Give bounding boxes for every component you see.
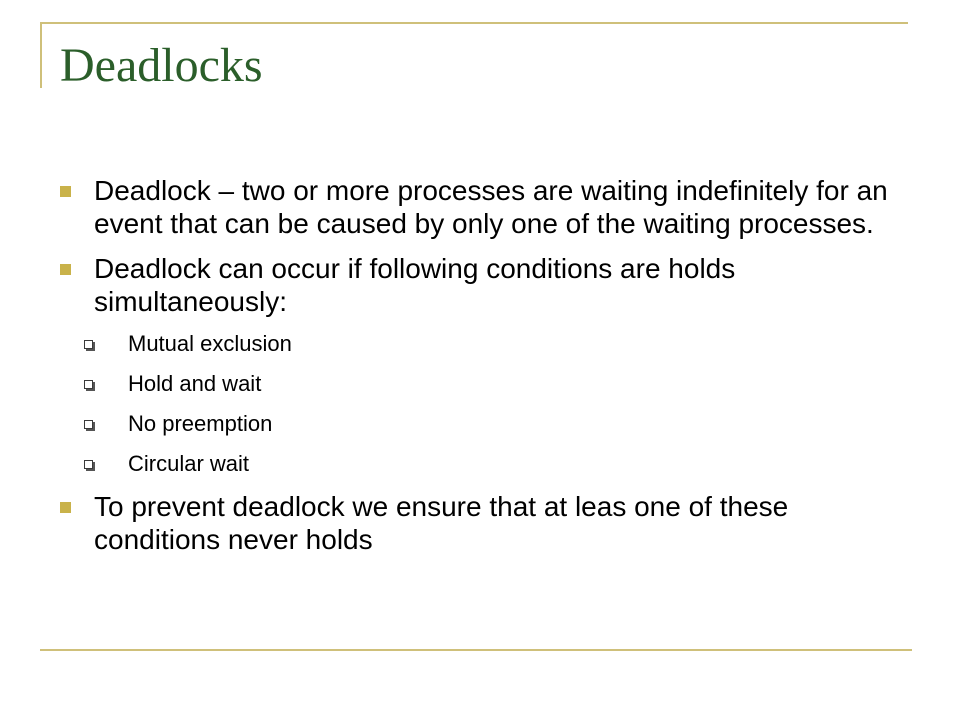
- frame-top-rule: [40, 22, 908, 24]
- hollow-square-bullet-icon: [84, 420, 93, 429]
- conditions-list: [58, 330, 898, 477]
- condition-item: [58, 410, 898, 437]
- frame-bottom-rule: [40, 649, 912, 651]
- bullet-item-prevention: [58, 490, 898, 556]
- condition-text: No preemption: [128, 411, 273, 436]
- slide-body: [58, 174, 898, 568]
- hollow-square-bullet-icon: [84, 460, 93, 469]
- condition-item: [58, 450, 898, 477]
- condition-text: Mutual exclusion: [128, 331, 292, 356]
- square-bullet-icon: [60, 502, 71, 513]
- bullet-text: To prevent deadlock we ensure that at leas one of these conditions never holds: [94, 491, 789, 555]
- condition-text: Circular wait: [128, 451, 250, 476]
- bullet-text: Deadlock – two or more processes are waiting indefinitely for an event that can be caused by only one of the waiting processes.: [94, 175, 888, 239]
- square-bullet-icon: [60, 186, 71, 197]
- frame-left-rule: [40, 22, 42, 88]
- slide-title: Deadlocks: [60, 39, 263, 92]
- square-bullet-icon: [60, 264, 71, 275]
- condition-text: Hold and wait: [128, 371, 262, 396]
- hollow-square-bullet-icon: [84, 380, 93, 389]
- bullet-text: Deadlock can occur if following conditions are holds simultaneously:: [94, 253, 736, 317]
- condition-item: [58, 370, 898, 397]
- hollow-square-bullet-icon: [84, 340, 93, 349]
- bullet-item-definition: [58, 174, 898, 240]
- condition-item: [58, 330, 898, 357]
- bullet-item-conditions: [58, 252, 898, 318]
